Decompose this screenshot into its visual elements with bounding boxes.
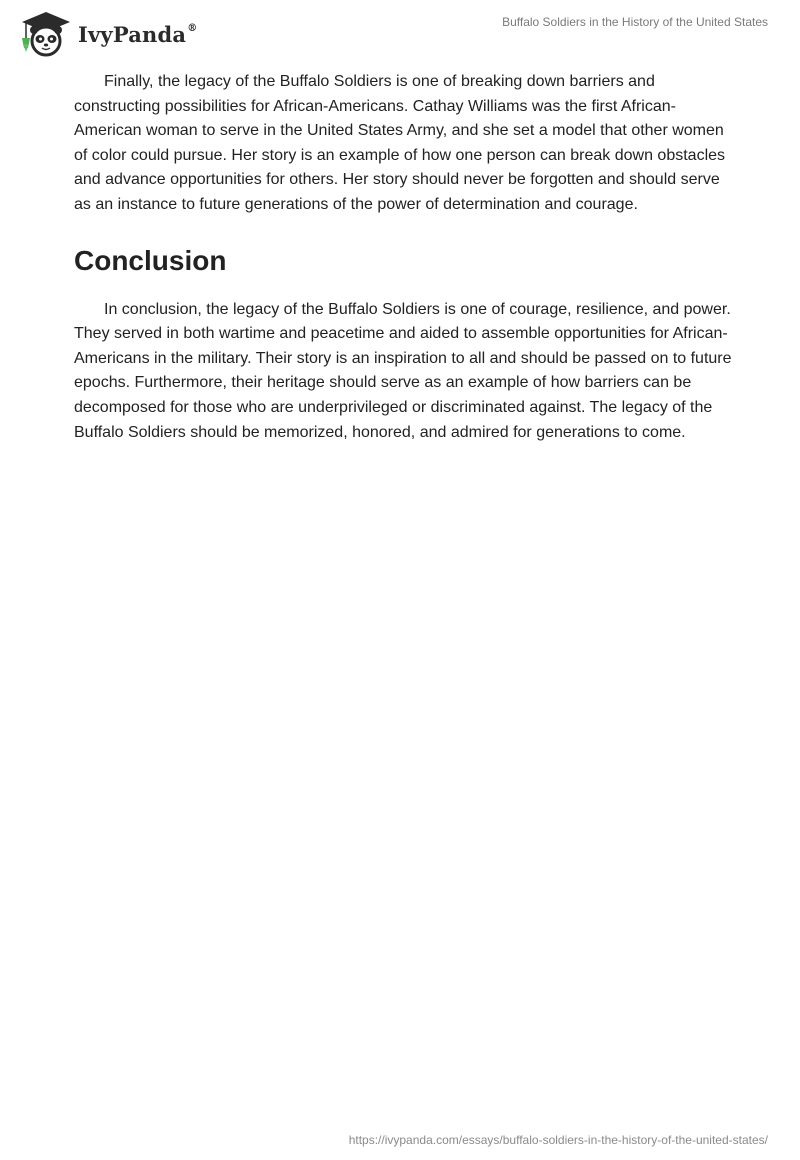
body-paragraph-conclusion: In conclusion, the legacy of the Buffalo Soldiers is one of courage, resilience, and power. They served in both wartime and peacetime and aided to assemble opportunities for African-Americans in the military. Their story is an inspiration to all and should be passed on to future epochs. Furthermore, their heritage should serve as an example of how barriers can be decomposed for those who are underprivileged or discriminated against. The legacy of the Buffalo Soldiers should be memorized, honored, and admired for generations to come. [74,300,732,441]
essay-content [74,70,734,445]
ivypanda-logo[interactable] [14,8,204,58]
source-url[interactable]: https://ivypanda.com/essays/buffalo-soldiers-in-the-history-of-the-united-states/ [348,1133,768,1147]
page-header [0,0,800,60]
registered-mark: ® [187,22,198,34]
section-heading-conclusion: Conclusion [74,244,227,276]
panda-graduate-icon [14,8,74,58]
body-paragraph-legacy: Finally, the legacy of the Buffalo Soldiers is one of breaking down barriers and constructing possibilities for African-Americans. Cathay Williams was the first African-American woman to serve in the United States Army, and she set a model that other women of color could pursue. Her story is an example of how one person can break down obstacles and advance opportunities for others. Her story should never be forgotten and should serve as an instance to future generations of the power of determination and courage. [74,73,726,213]
logo-wordmark: IvyPanda® [78,21,198,47]
running-title: Buffalo Soldiers in the History of the United States [502,15,768,29]
